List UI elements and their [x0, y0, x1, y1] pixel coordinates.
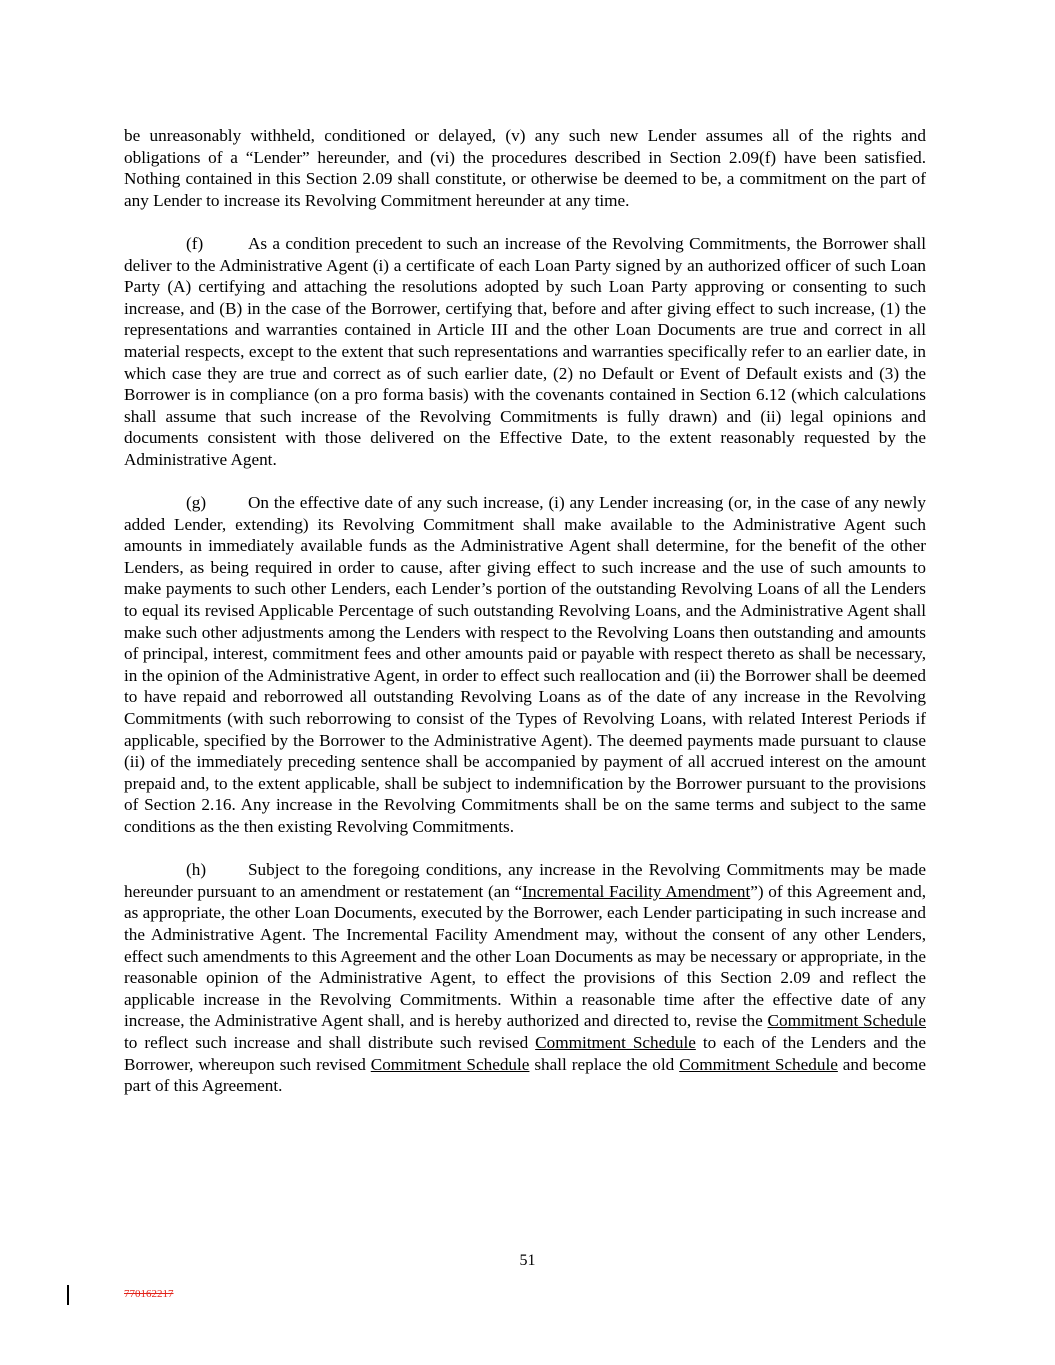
- paragraph-f: [124, 233, 926, 471]
- paragraph-g: [124, 492, 926, 838]
- document-body: [124, 125, 926, 1118]
- paragraph-h-text-3: to reflect such increase and shall distribute such revised: [124, 1032, 536, 1052]
- paragraph-g-label: (g): [186, 493, 207, 513]
- paragraph-h: [124, 859, 926, 1097]
- defined-term-commitment-schedule: Commitment Schedule: [679, 1054, 838, 1074]
- defined-term-commitment-schedule: Commitment Schedule: [370, 1054, 530, 1074]
- paragraph-h-text-4: to each of the Lenders and the Borrower, whereupon such revised: [124, 1032, 926, 1074]
- paragraph-intro-text: be unreasonably withheld, conditioned or delayed, (v) any such new Lender assumes all of the rights and obligations of a “Lender” hereunder, and (vi) the procedures described in Section 2.09(f) have been satisfied. Nothing contained in this Section 2.09 shall constitute, or otherwise be deemed to be, a commitment on the part of any Lender to increase its Revolving Commitment hereunder at any time.: [124, 126, 926, 210]
- defined-term-commitment-schedule: Commitment Schedule: [767, 1011, 926, 1031]
- paragraph-f-text: As a condition precedent to such an increase of the Revolving Commitments, the Borrower shall deliver to the Administrative Agent (i) a certificate of each Loan Party signed by an authorized officer of such Loan Party (A) certifying and attaching the resolutions adopted by such Loan Party approving or consenting to such increase, and (B) in the case of the Borrower, certifying that, before and after giving effect to such increase, (1) the representations and warranties contained in Article III and the other Loan Documents are true and correct in all material respects, except to the extent that such representations and warranties specifically refer to an earlier date, in which case they are true and correct as of such earlier date, (2) no Default or Event of Default exists and (3) the Borrower is in compliance (on a pro forma basis) with the covenants contained in Section 6.12 (which calculations shall assume that such increase of the Revolving Commitments is fully drawn) and (ii) legal opinions and documents consistent with those delivered on the Effective Date, to the extent reasonably requested by the Administrative Agent.: [124, 233, 926, 469]
- paragraph-h-text-1: Subject to the foregoing conditions, any increase in the Revolving Commitments may be made hereunder pursuant to an amendment or restatement (an “: [124, 860, 926, 901]
- change-bar: [67, 1285, 69, 1305]
- paragraph-h-text-6: and become part of this Agreement.: [124, 1054, 927, 1096]
- defined-term-commitment-schedule: Commitment Schedule: [535, 1032, 696, 1052]
- document-id: 770162217: [124, 1288, 174, 1300]
- defined-term-incremental-facility-amendment: Incremental Facility Amendment: [522, 881, 751, 901]
- paragraph-f-label: (f): [186, 233, 204, 253]
- paragraph-h-text-5: shall replace the old: [529, 1054, 680, 1074]
- paragraph-h-text-2: ”) of this Agreement and, as appropriate, the other Loan Documents, executed by the Borrower, each Lender participating in such increase and the Administrative Agent. The Incremental Facility Amendment may, without the consent of any other Lenders, effect such amendments to this Agreement and the other Loan Documents as may be necessary or appropriate, in the reasonable opinion of the Administrative Agent, to effect the provisions of this Section 2.09 and reflect the applicable increase in the Revolving Commitments. Within a reasonable time after the effective date of any increase, the Administrative Agent shall, and is hereby authorized and directed to, revise the: [124, 881, 926, 1031]
- paragraph-g-text: On the effective date of any such increase, (i) any Lender increasing (or, in the case of any newly added Lender, extending) its Revolving Commitment shall make available to the Administrative Agent such amounts in immediately available funds as the Administrative Agent shall determine, for the benefit of the other Lenders, as being required in order to cause, after giving effect to such increase and the use of such amounts to make payments to such other Lenders, each Lender’s portion of the outstanding Revolving Loans of all the Lenders to equal its revised Applicable Percentage of such outstanding Revolving Loans, and the Administrative Agent shall make such other adjustments among the Lenders with respect to the Revolving Loans then outstanding and amounts of principal, interest, commitment fees and other amounts paid or payable with respect thereto as shall be necessary, in the opinion of the Administrative Agent, in order to effect such reallocation and (ii) the Borrower shall be deemed to have repaid and reborrowed all outstanding Revolving Loans as of the date of any increase in the Revolving Commitments (with such reborrowing to consist of the Types of Revolving Loans, with related Interest Periods if applicable, specified by the Borrower to the Administrative Agent). The deemed payments made pursuant to clause (ii) of the immediately preceding sentence shall be accompanied by payment of all accrued interest on the amount prepaid and, to the extent applicable, shall be subject to indemnification by the Borrower pursuant to the provisions of Section 2.16. Any increase in the Revolving Commitments shall be on the same terms and subject to the same conditions as the then existing Revolving Commitments.: [124, 493, 926, 836]
- page-number: 51: [519, 1252, 536, 1269]
- paragraph-intro: [124, 125, 926, 211]
- paragraph-h-label: (h): [186, 860, 207, 880]
